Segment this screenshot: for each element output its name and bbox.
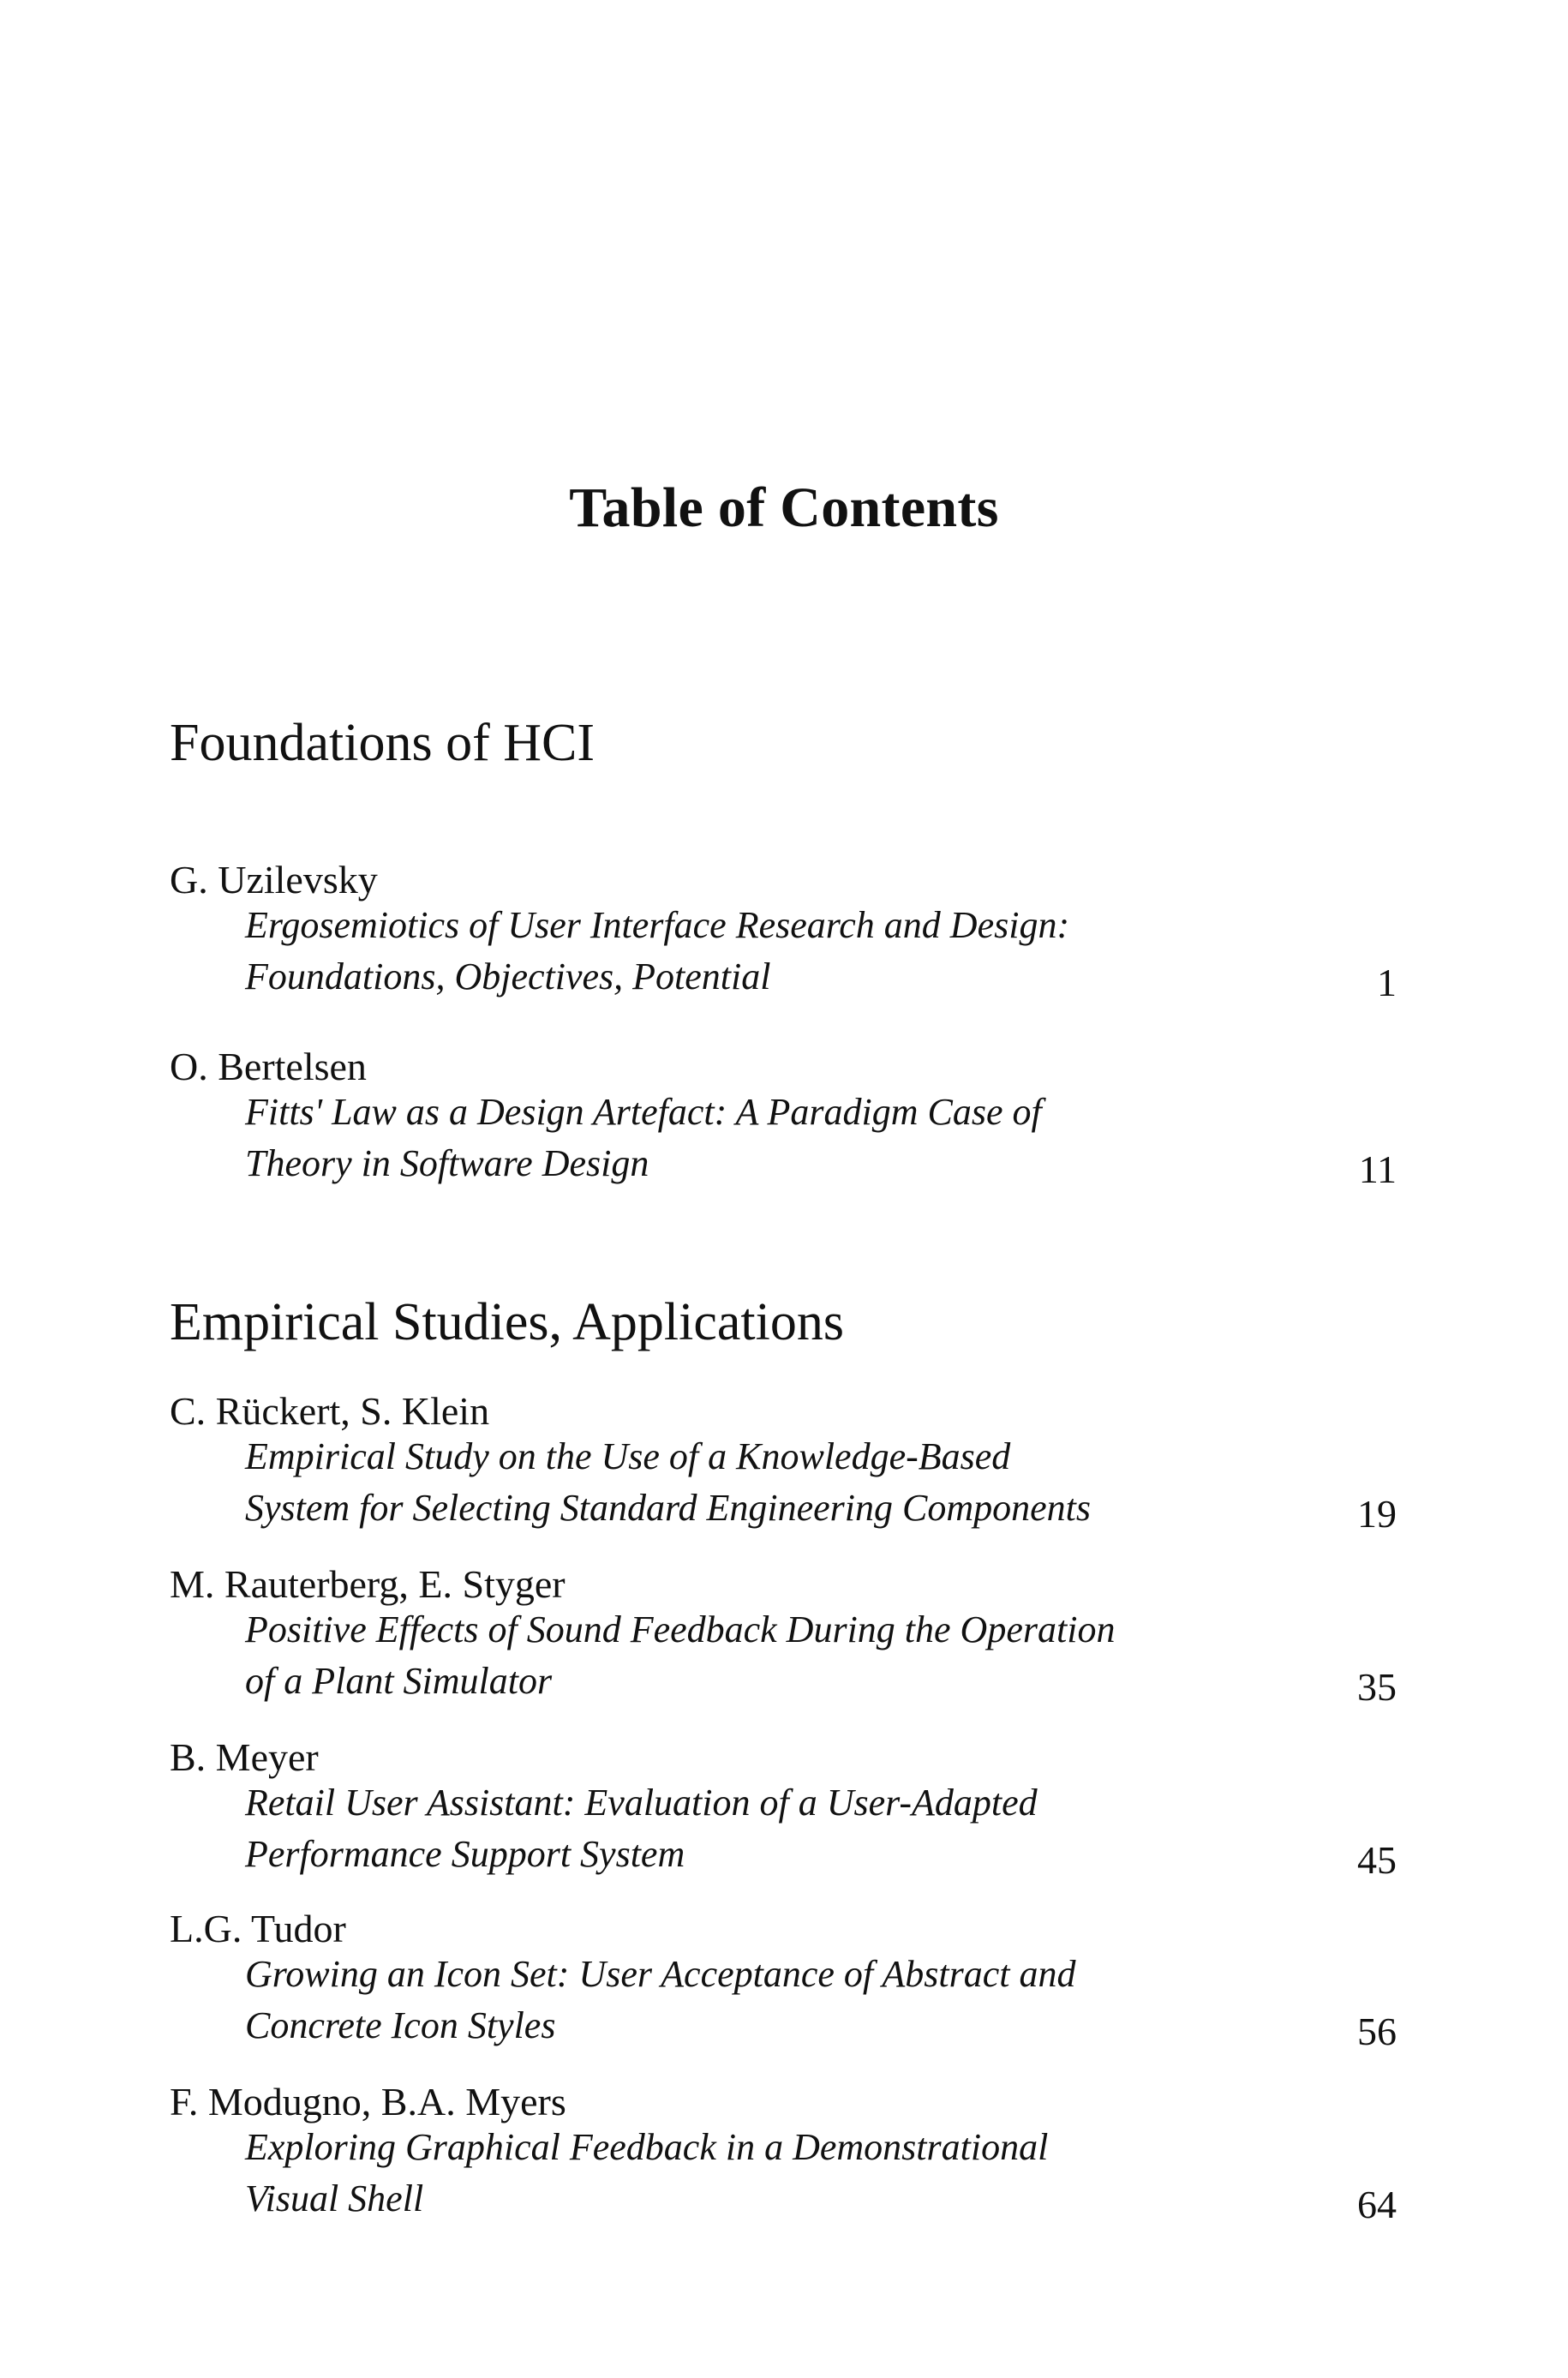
toc-entry (170, 1562, 1397, 1709)
entry-title-line-2: Performance Support System (245, 1833, 685, 1875)
entry-page-number: 1 (1377, 961, 1397, 1004)
entry-page-number: 56 (1357, 2010, 1397, 2053)
toc-entry (170, 1735, 1397, 1882)
toc-entry (170, 1907, 1397, 2053)
entry-title-line-1: Empirical Study on the Use of a Knowledge-Based (245, 1435, 1011, 1477)
entry-title-line-2: System for Selecting Standard Engineering Components (245, 1487, 1092, 1529)
entry-title-line-2: of a Plant Simulator (245, 1660, 553, 1702)
section-heading-foundations: Foundations of HCI (170, 714, 595, 772)
entry-title-line-1: Growing an Icon Set: User Acceptance of Abstract and (245, 1953, 1076, 1995)
entry-title-line-2: Concrete Icon Styles (245, 2004, 556, 2046)
entry-authors: O. Bertelsen (170, 1045, 367, 1088)
entry-title-line-2: Foundations, Objectives, Potential (245, 955, 771, 997)
entry-title-line-2: Visual Shell (245, 2177, 424, 2219)
entry-authors: M. Rauterberg, E. Styger (170, 1562, 566, 1606)
entry-page-number: 35 (1357, 1665, 1397, 1709)
toc-entry (170, 1389, 1397, 1536)
entry-title-line-1: Positive Effects of Sound Feedback During the Operation (245, 1608, 1116, 1650)
entry-page-number: 19 (1357, 1492, 1397, 1536)
entry-authors: G. Uzilevsky (170, 858, 378, 901)
entry-page-number: 64 (1357, 2183, 1397, 2226)
entry-title-line-1: Ergosemiotics of User Interface Research and Design: (245, 904, 1070, 946)
entry-authors: L.G. Tudor (170, 1907, 346, 1950)
toc-entry (170, 858, 1397, 1004)
entry-page-number: 11 (1358, 1147, 1397, 1191)
entry-page-number: 45 (1357, 1838, 1397, 1882)
page-title: Table of Contents (569, 476, 999, 539)
entry-title-line-1: Exploring Graphical Feedback in a Demonstrational (245, 2126, 1049, 2168)
entry-authors: C. Rückert, S. Klein (170, 1389, 490, 1433)
section-heading-empirical: Empirical Studies, Applications (170, 1293, 844, 1351)
entry-title-line-1: Retail User Assistant: Evaluation of a User-Adapted (245, 1782, 1038, 1824)
entry-authors: B. Meyer (170, 1735, 319, 1779)
toc-entry (170, 2080, 1397, 2226)
toc-entry (170, 1045, 1397, 1191)
entry-authors: F. Modugno, B.A. Myers (170, 2080, 566, 2123)
entry-title-line-2: Theory in Software Design (245, 1142, 649, 1184)
entry-title-line-1: Fitts' Law as a Design Artefact: A Paradigm Case of (245, 1091, 1042, 1133)
